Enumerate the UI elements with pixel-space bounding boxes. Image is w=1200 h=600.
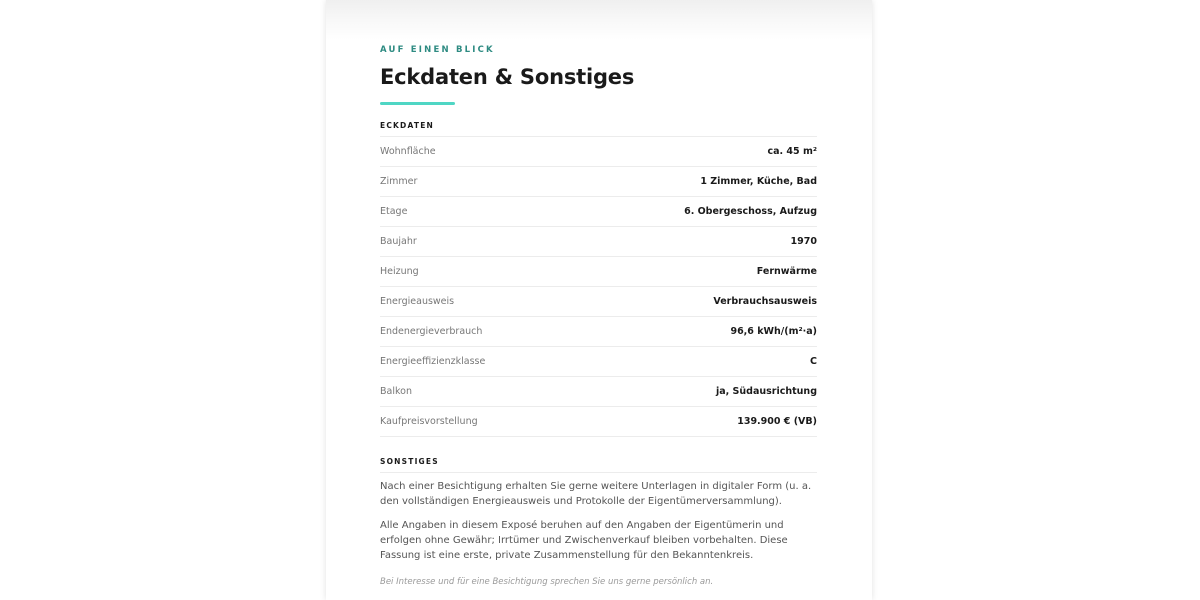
table-row [380, 317, 817, 347]
table-row [380, 407, 817, 437]
table-row [380, 227, 817, 257]
table-row [380, 347, 817, 377]
row-value: Verbrauchsausweis [713, 296, 817, 307]
row-value: ca. 45 m² [767, 146, 817, 157]
sonstiges-paragraph: Alle Angaben in diesem Exposé beruhen auf den Angaben der Eigentümerin und erfolgen ohne Gewähr; Irrtümer und Zwischenverkauf bleiben vorbehalten. Diese Fassung ist eine erste, private Zusammenstellung für den Bekanntenkreis. [380, 520, 788, 561]
card-content [380, 44, 817, 588]
card-top-fade [326, 0, 872, 40]
row-label: Energieeffizienzklasse [380, 356, 486, 367]
row-label: Baujahr [380, 236, 417, 247]
row-value: Fernwärme [756, 266, 817, 277]
row-value: 139.900 € (VB) [737, 416, 817, 427]
expose-card [326, 0, 872, 600]
sonstiges-divider [380, 472, 817, 473]
row-value: 1970 [790, 236, 817, 247]
row-label: Zimmer [380, 176, 418, 187]
contact-note: Bei Interesse und für eine Besichtigung sprechen Sie uns gerne persönlich an. [380, 577, 714, 587]
row-label: Etage [380, 206, 408, 217]
row-value: ja, Südausrichtung [715, 386, 817, 397]
table-row [380, 257, 817, 287]
row-value: 6. Obergeschoss, Aufzug [684, 206, 817, 217]
table-row [380, 167, 817, 197]
table-row [380, 287, 817, 317]
row-label: Energieausweis [380, 296, 455, 307]
table-row [380, 137, 817, 167]
row-value: 1 Zimmer, Küche, Bad [700, 176, 817, 187]
sonstiges-paragraph: Nach einer Besichtigung erhalten Sie gerne weitere Unterlagen in digitaler Form (u. a. den vollständigen Energieausweis und Protokolle der Eigentümerversammlung). [380, 481, 812, 507]
row-label: Endenergieverbrauch [380, 326, 483, 337]
eckdaten-table [380, 136, 817, 437]
table-row [380, 377, 817, 407]
row-label: Balkon [380, 386, 412, 397]
table-row [380, 197, 817, 227]
page-title: Eckdaten & Sonstiges [380, 65, 635, 89]
title-accent-line [380, 102, 455, 105]
row-label: Kaufpreisvorstellung [380, 416, 478, 427]
section-eyebrow: AUF EINEN BLICK [380, 45, 495, 55]
row-label: Wohnfläche [380, 146, 436, 157]
eckdaten-label: ECKDATEN [380, 121, 435, 130]
row-label: Heizung [380, 266, 419, 277]
sonstiges-label: SONSTIGES [380, 457, 439, 466]
row-value: 96,6 kWh/(m²·a) [730, 326, 817, 337]
row-value: C [810, 356, 817, 367]
